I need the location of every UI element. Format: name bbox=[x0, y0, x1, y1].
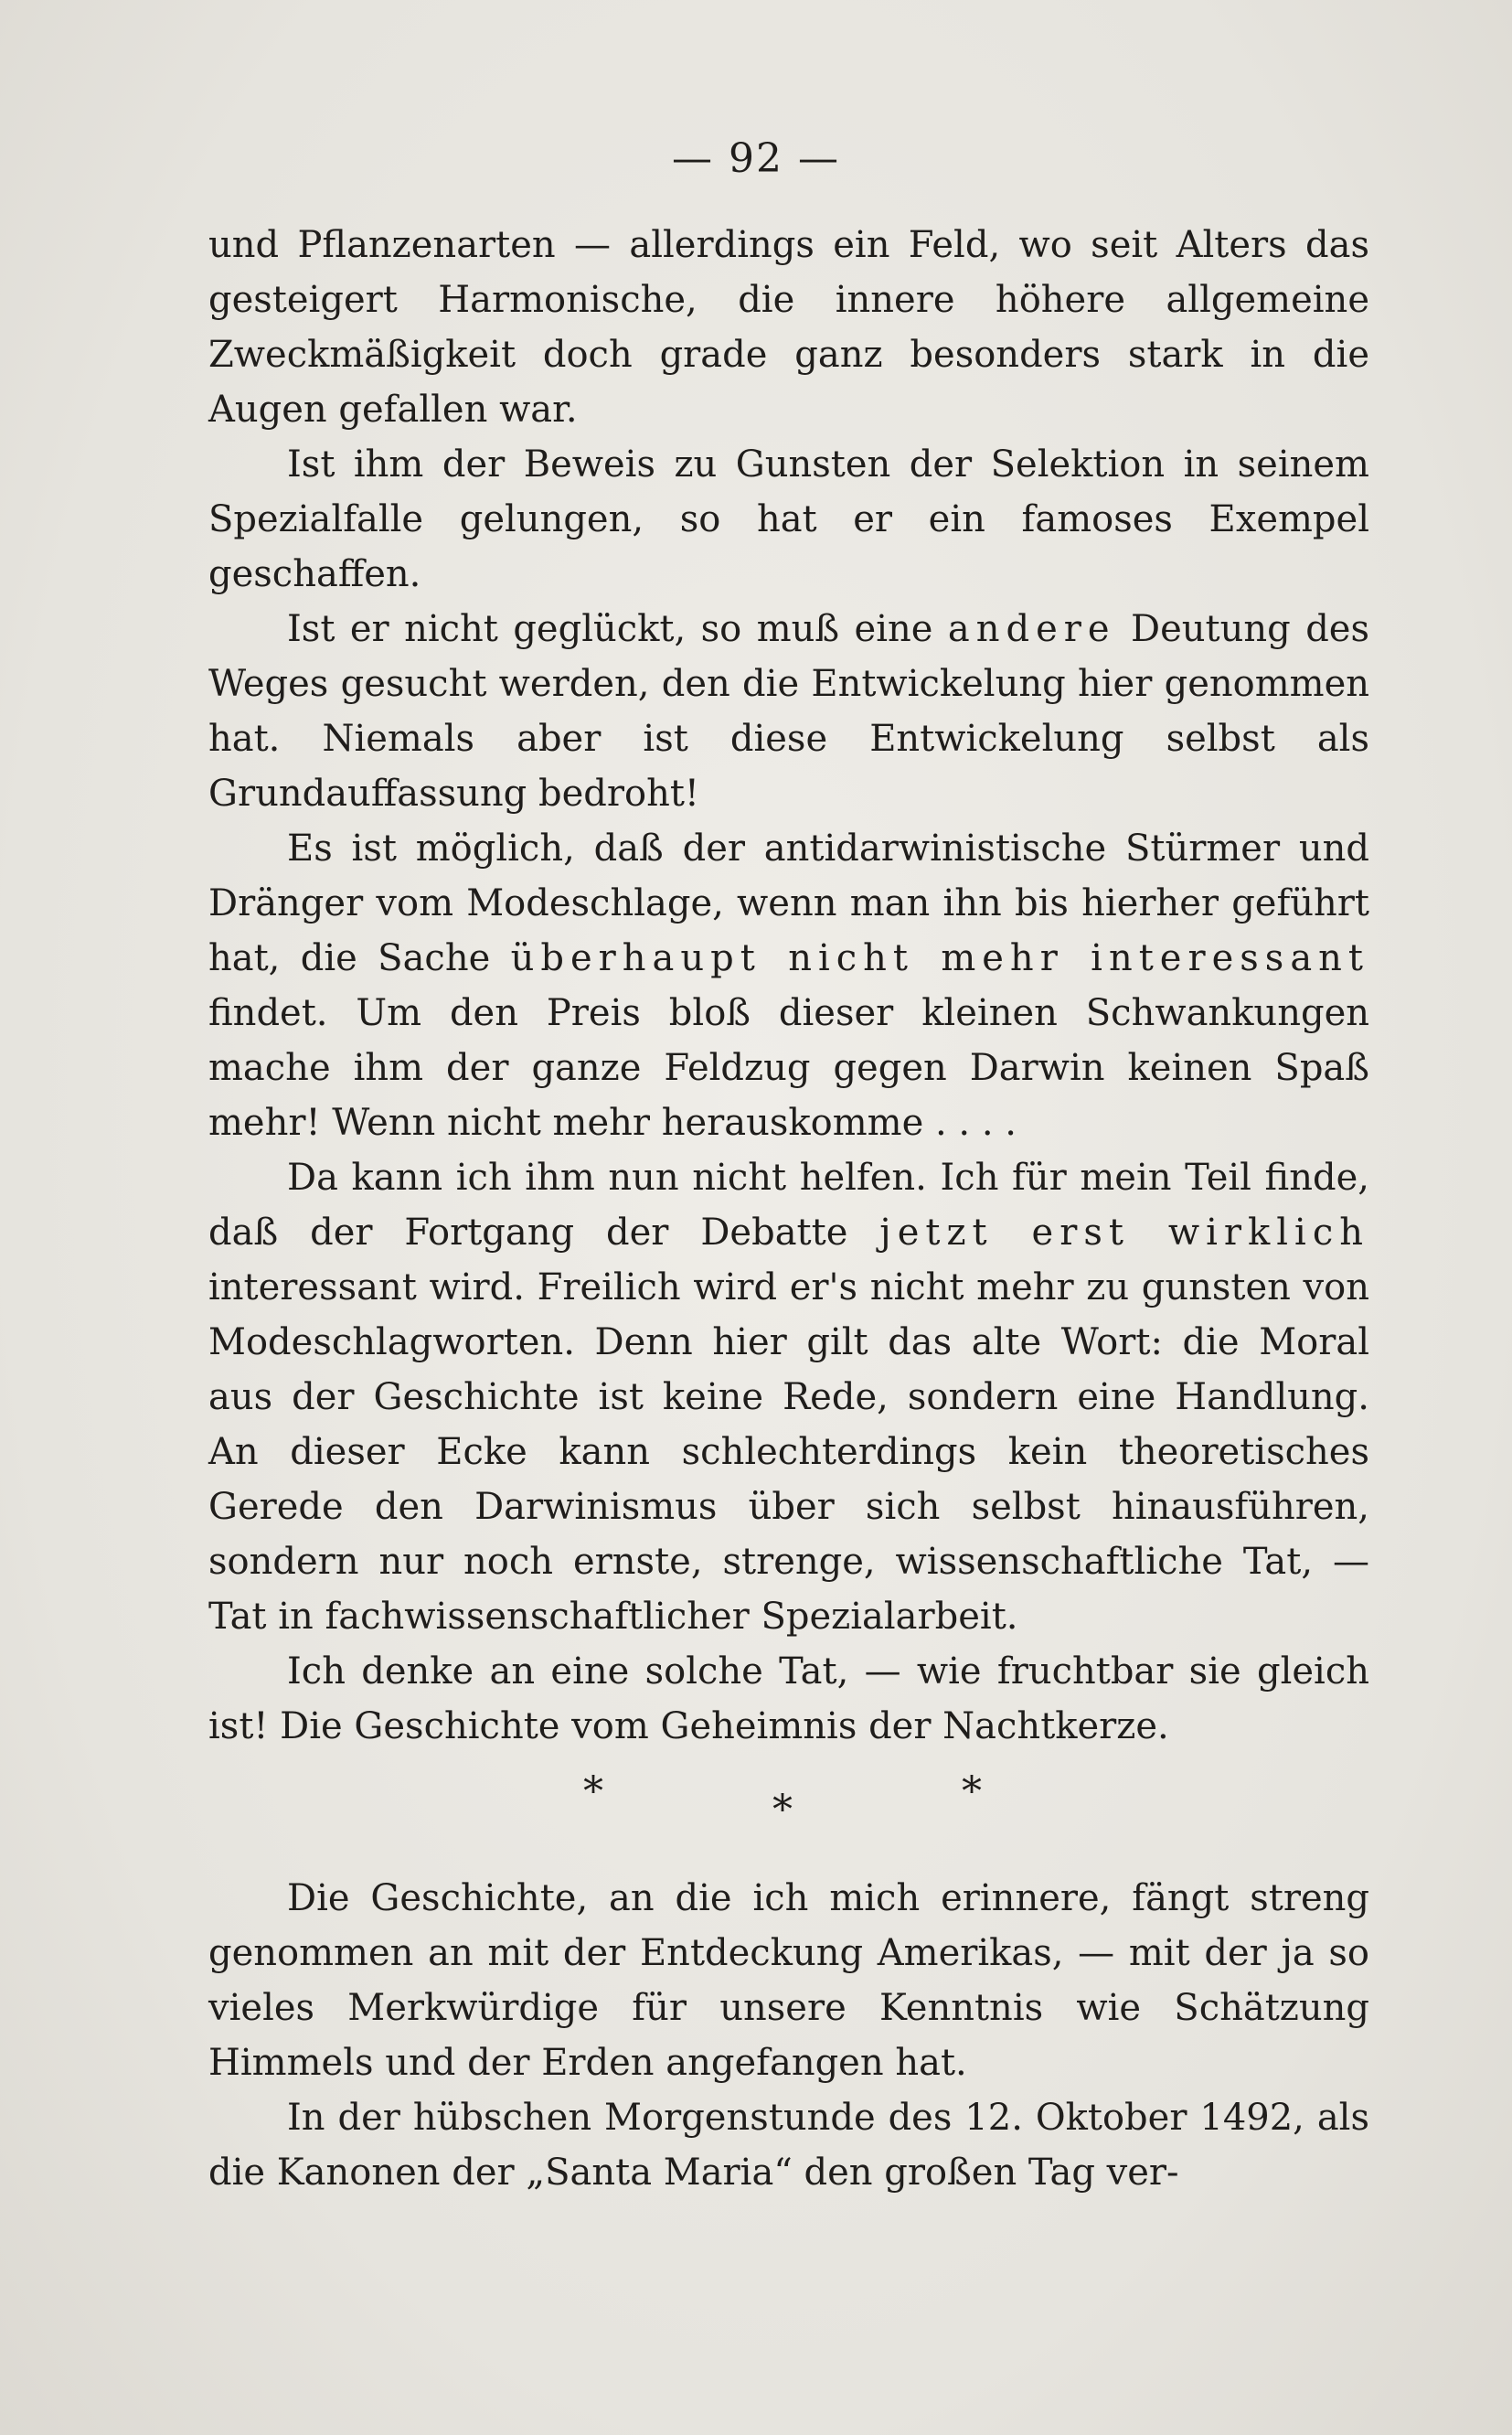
emphasized-text: andere bbox=[947, 608, 1116, 650]
paragraph-text: Ist ihm der Beweis zu Gunsten der Selektion in seinem Spezialfalle gelungen, so hat er ein famoses Exempel geschaffen. bbox=[208, 443, 1369, 595]
body-section-after-separator bbox=[208, 1871, 1369, 2200]
paragraph-text: Es ist möglich, daß der antidarwinistische Stürmer und Dränger vom Modeschlage, wenn man ihn bis hierher geführt hat, die Sache bbox=[208, 828, 1369, 979]
separator-asterisk: * bbox=[962, 1768, 982, 1815]
paragraph bbox=[208, 821, 1369, 1150]
paragraph-text: findet. Um den Preis bloß dieser kleinen Schwankungen mache ihm der ganze Feldzug gegen Darwin keinen Spaß mehr! Wenn nicht mehr herauskomme . . . . bbox=[208, 992, 1369, 1144]
separator-asterisk: * bbox=[772, 1787, 793, 1833]
paragraph-text: In der hübschen Morgenstunde des 12. Oktober 1492, als die Kanonen der „Santa Maria“ den großen Tag ver- bbox=[208, 2097, 1369, 2194]
paragraph-text: interessant wird. Freilich wird er's nicht mehr zu gunsten von Modeschlagworten. Denn hier gilt das alte Wort: die Moral aus der Geschichte ist keine Rede, sondern eine Handlung. An dieser Ecke kann schlechterdings kein theoretisches Gerede den Darwinismus über sich selbst hinausführen, sondern nur noch ernste, strenge, wissenschaftliche Tat, — Tat in fachwissenschaftlicher Spezialarbeit. bbox=[208, 1266, 1369, 1638]
paragraph bbox=[208, 1644, 1369, 1754]
paragraph bbox=[208, 437, 1369, 602]
page-body bbox=[208, 218, 1369, 2200]
paragraph-text: Ist er nicht geglückt, so muß eine bbox=[287, 608, 948, 650]
paragraph bbox=[208, 602, 1369, 821]
paragraph bbox=[208, 1871, 1369, 2090]
paragraph-text: Die Geschichte, an die ich mich erinnere, fängt streng genommen an mit der Entdeckung Amerikas, — mit der ja so vieles Merkwürdige für unsere Kenntnis wie Schätzung Himmels und der Erden angefangen hat. bbox=[208, 1877, 1369, 2084]
paragraph bbox=[208, 1150, 1369, 1644]
paragraph-text: Da kann ich ihm nun nicht helfen. Ich für mein Teil finde, daß der Fortgang der Debatte bbox=[208, 1157, 1369, 1254]
paragraph-text: und Pflanzenarten — allerdings ein Feld, wo seit Alters das gesteigert Harmonische, die innere höhere allgemeine Zweckmäßigkeit doch grade ganz besonders stark in die Augen gefallen war. bbox=[208, 224, 1369, 431]
emphasized-text: überhaupt nicht mehr interessant bbox=[510, 937, 1370, 979]
paragraph-text: Ich denke an eine solche Tat, — wie fruchtbar sie gleich ist! Die Geschichte vom Geheimnis der Nachtkerze. bbox=[208, 1650, 1369, 1747]
section-separator bbox=[208, 1768, 1369, 1860]
page-number: — 92 — bbox=[672, 135, 840, 182]
paragraph bbox=[208, 2090, 1369, 2200]
separator-asterisk: * bbox=[583, 1768, 603, 1815]
paragraph-text: Deutung des Weges gesucht werden, den die Entwickelung hier genommen hat. Niemals aber ist diese Entwickelung selbst als Grundauffassung bedroht! bbox=[208, 608, 1369, 815]
paragraph bbox=[208, 218, 1369, 437]
emphasized-text: jetzt erst wirklich bbox=[879, 1212, 1369, 1254]
body-section-before-separator bbox=[208, 218, 1369, 1754]
